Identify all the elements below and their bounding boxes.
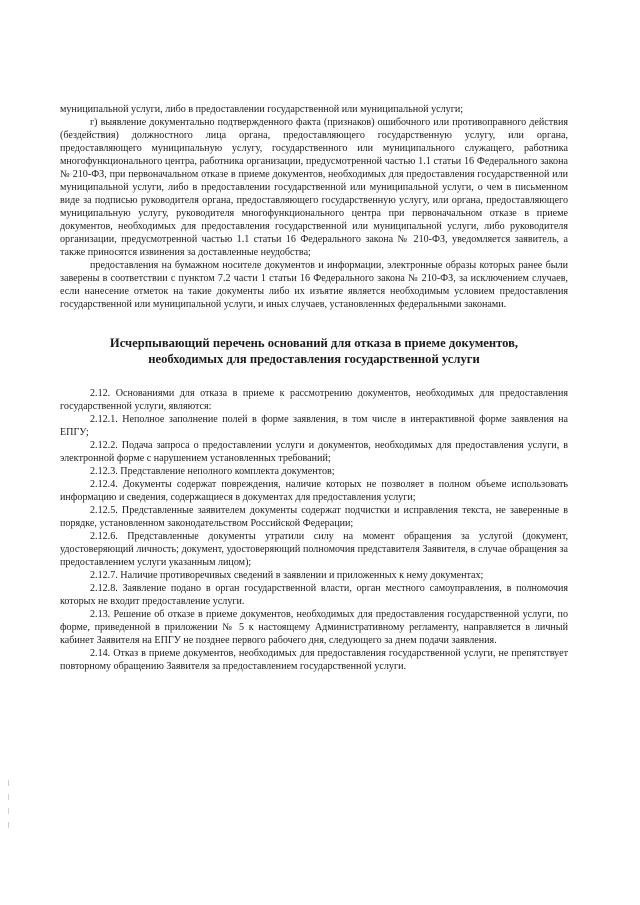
section-heading-line-2: необходимых для предоставления государственной услуги [148, 352, 480, 366]
paragraph: 2.13. Решение об отказе в приеме документов, необходимых для предоставления государственной услуги, по форме, приведенной в приложении № 5 к настоящему Административному регламенту, направляется в личный кабинет Заявителя на ЕПГУ не позднее первого рабочего дня, следующего за днем подачи заявления. [60, 609, 568, 646]
paragraph: г) выявление документально подтвержденного факта (признаков) ошибочного или противоправного действия (бездействия) должностного лица органа, предоставляющего государственную услугу, или органа, предоставляющего муниципальную услугу, государственного или муниципального служащего, работника многофункционального центра, работника организации, предусмотренной частью 1.1 статьи 16 Федерального закона № 210-ФЗ, при первоначальном отказе в приеме документов, необходимых для предоставления государственной или муниципальной услуги, либо в предоставлении государственной или муниципальной услуги, о чем в письменном виде за подписью руководителя органа, предоставляющего государственную услугу, или органа, предоставляющего муниципальную услугу, руководителя многофункционального центра при первоначальном отказе в приеме документов, необходимых для предоставления государственной или муниципальной услуги, либо руководителя организации, предусмотренной частью 1.1 статьи 16 Федерального закона № 210-ФЗ, уведомляется заявитель, а также приносятся извинения за доставленные неудобства; [60, 117, 568, 258]
section-heading [60, 335, 568, 367]
paragraph: муниципальной услуги, либо в предоставлении государственной или муниципальной услуги; [60, 104, 464, 115]
paragraph: 2.12.6. Представленные документы утратили силу на момент обращения за услугой (документ, удостоверяющий личность; документ, удостоверяющий полномочия представителя Заявителя, в случае обращения за предоставлением услуги указанным лицом); [60, 531, 568, 568]
section-heading-line-1: Исчерпывающий перечень оснований для отказа в приеме документов, [109, 336, 519, 350]
section-grounds-continuation [60, 103, 568, 311]
paragraph: 2.12.5. Представленные заявителем документы содержат подчистки и исправления текста, не заверенные в порядке, установленном законодательством Российской Федерации; [60, 505, 568, 529]
paragraph: 2.12.7. Наличие противоречивых сведений в заявлении и приложенных к нему документах; [90, 570, 484, 581]
paragraph: 2.12.1. Неполное заполнение полей в форме заявления, в том числе в интерактивной форме заявления на ЕПГУ; [60, 414, 568, 438]
paragraph: 2.12.3. Представление неполного комплекта документов; [90, 466, 335, 477]
paragraph: 2.12.4. Документы содержат повреждения, наличие которых не позволяет в полном объеме использовать информацию и сведения, содержащиеся в документах для предоставления услуги; [60, 479, 568, 503]
paragraph: предоставления на бумажном носителе документов и информации, электронные образы которых ранее были заверены в соответствии с пунктом 7.2 части 1 статьи 16 Федерального закона № 210-ФЗ, за исключением случаев, если нанесение отметок на такие документы либо их изъятие является необходимым условием предоставления государственной или муниципальной услуги, и иных случаев, установленных федеральными законами. [60, 260, 568, 310]
paragraph: 2.14. Отказ в приеме документов, необходимых для предоставления государственной услуги, не препятствует повторному обращению Заявителя за предоставлением государственной услуги. [60, 648, 568, 672]
scan-margin-marks [8, 780, 10, 840]
document-page [60, 103, 568, 673]
section-refusal-grounds [60, 387, 568, 673]
paragraph: 2.12.8. Заявление подано в орган государственной власти, орган местного самоуправления, в полномочия которых не входит предоставление услуги. [60, 583, 568, 607]
paragraph: 2.12. Основаниями для отказа в приеме к рассмотрению документов, необходимых для предоставления государственной услуги, являются: [60, 388, 568, 412]
paragraph: 2.12.2. Подача запроса о предоставлении услуги и документов, необходимых для предоставления услуги, в электронной форме с нарушением установленных требований; [60, 440, 568, 464]
